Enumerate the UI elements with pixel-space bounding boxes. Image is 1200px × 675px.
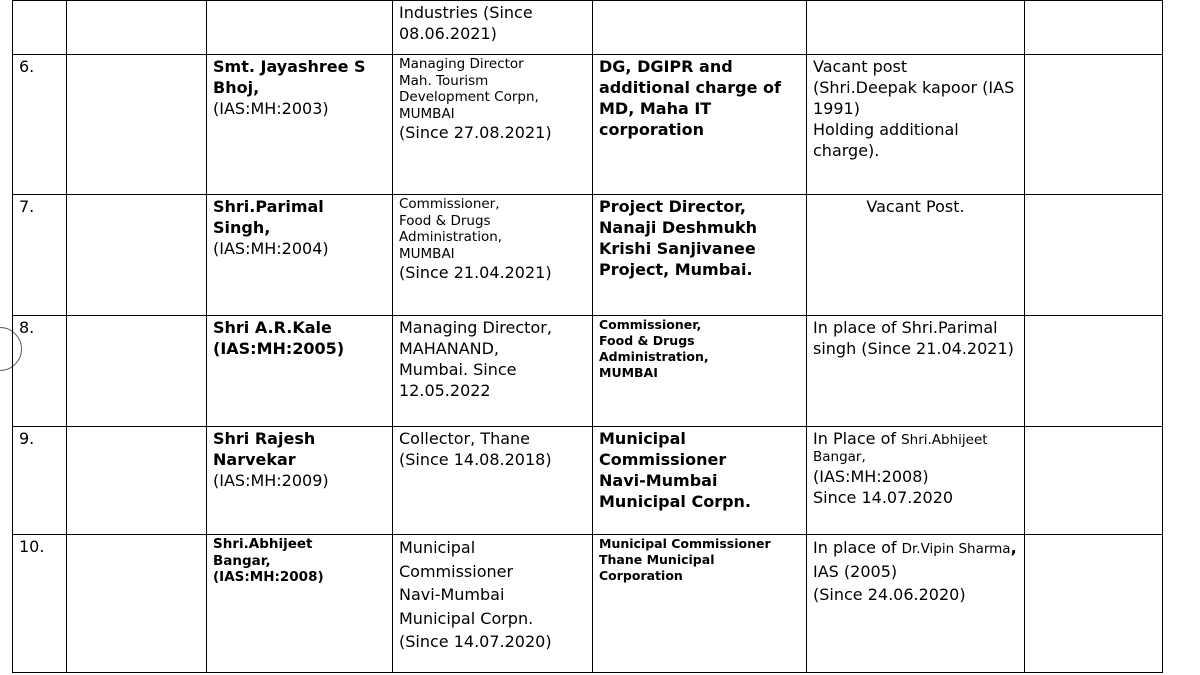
name-cell (207, 55, 393, 195)
posting-line: Municipal Corpn. (599, 492, 752, 511)
remark-cell (807, 316, 1025, 427)
current-post-line: (Since 21.04.2021) (399, 263, 552, 282)
serial-number: 10. (19, 537, 45, 556)
officer-name-line: Shri Rajesh (213, 429, 316, 448)
table-row (13, 427, 1163, 535)
serial-cell (13, 195, 67, 316)
officer-name-line: Narvekar (213, 450, 296, 469)
serial-cell (13, 427, 67, 535)
posting-line: Project Director, (599, 197, 746, 216)
blank-cell (1025, 535, 1163, 673)
remark-line: Vacant post (813, 57, 908, 76)
current-post-cell (393, 55, 593, 195)
new-posting-cell (593, 316, 807, 427)
blank-cell (67, 1, 207, 55)
current-post-line: (Since 14.07.2020) (399, 632, 552, 651)
remark-cell (807, 55, 1025, 195)
posting-line: Corporation (599, 568, 683, 583)
serial-number: 6. (19, 57, 35, 76)
new-posting-cell (593, 427, 807, 535)
posting-line: Municipal (599, 429, 686, 448)
current-post-line: Commissioner, (399, 196, 500, 212)
posting-line: Project, Mumbai. (599, 260, 753, 279)
officer-name-line: Smt. Jayashree S (213, 57, 366, 76)
current-post-line: Industries (Since (399, 3, 533, 22)
current-post-line: (Since 14.08.2018) (399, 450, 552, 469)
serial-cell (13, 55, 67, 195)
remark-line: (Shri.Deepak kapoor (IAS (813, 78, 1015, 97)
posting-line: Navi-Mumbai (599, 471, 718, 490)
blank-cell (67, 316, 207, 427)
officer-name-line: Shri.Abhijeet (213, 536, 313, 552)
remark-line: Bangar, (813, 449, 866, 465)
current-post-line: MUMBAI (399, 105, 455, 122)
current-post-line: Development Corpn, (399, 89, 539, 105)
current-post-cell (393, 1, 593, 55)
remark-lead-tail: , (1010, 538, 1017, 557)
current-post-line: Commissioner (399, 561, 514, 581)
blank-cell (1025, 427, 1163, 535)
remark-cell (807, 535, 1025, 673)
blank-cell (67, 195, 207, 316)
officer-transfer-table (12, 0, 1163, 673)
officer-cadre: (IAS:MH:2009) (213, 471, 329, 490)
posting-line: additional charge of (599, 78, 781, 97)
posting-line: Krishi Sanjivanee (599, 239, 756, 258)
blank-cell (67, 55, 207, 195)
posting-line: Nanaji Deshmukh (599, 218, 758, 237)
remark-line: Holding additional (813, 120, 959, 139)
posting-line: Municipal Commissioner (599, 536, 771, 551)
name-cell (207, 316, 393, 427)
posting-line: MUMBAI (599, 365, 658, 380)
table-row (13, 55, 1163, 195)
blank-cell (1025, 1, 1163, 55)
officer-name-line: (IAS:MH:2005) (213, 339, 345, 358)
serial-cell (13, 535, 67, 673)
name-cell (207, 1, 393, 55)
posting-line: Commissioner (599, 450, 727, 469)
current-post-line: Food & Drugs (399, 212, 491, 229)
posting-line: Administration, (599, 349, 709, 364)
officer-name-line: Shri A.R.Kale (213, 318, 332, 337)
blank-cell (1025, 316, 1163, 427)
current-post-cell (393, 195, 593, 316)
current-post-line: Mah. Tourism (399, 72, 489, 89)
remark-line: Vacant Post. (866, 197, 965, 216)
remark-line: (Since 24.06.2020) (813, 585, 966, 604)
table-row (13, 195, 1163, 316)
new-posting-cell (593, 535, 807, 673)
new-posting-cell (593, 55, 807, 195)
new-posting-cell (593, 195, 807, 316)
remark-line: 1991) (813, 99, 860, 118)
name-cell (207, 427, 393, 535)
remark-line (813, 536, 1018, 560)
serial-number: 9. (19, 429, 35, 448)
remark-line (813, 428, 1018, 449)
officer-name-line: Bhoj, (213, 78, 260, 97)
serial-number: 7. (19, 197, 35, 216)
current-post-line: Collector, Thane (399, 429, 531, 448)
current-post-cell (393, 316, 593, 427)
new-posting-cell (593, 1, 807, 55)
officer-cadre: (IAS:MH:2004) (213, 239, 329, 258)
blank-cell (67, 427, 207, 535)
officer-cadre: (IAS:MH:2003) (213, 99, 329, 118)
serial-number: 8. (19, 318, 35, 337)
name-cell (207, 535, 393, 673)
posting-line: Food & Drugs (599, 333, 695, 348)
officer-name-line: Bangar, (213, 552, 271, 569)
remark-line: singh (Since 21.04.2021) (813, 339, 1014, 358)
blank-cell (1025, 55, 1163, 195)
current-post-line: MUMBAI (399, 245, 455, 262)
remark-lead: In Place of (813, 429, 896, 448)
current-post-line: Managing Director, (399, 318, 552, 337)
table-row (13, 1, 1163, 55)
current-post-line: 08.06.2021) (399, 24, 497, 43)
current-post-line: Managing Director (399, 56, 524, 72)
table-row (13, 535, 1163, 673)
posting-line: corporation (599, 120, 705, 139)
current-post-line: MAHANAND, (399, 339, 500, 358)
current-post-line: Municipal (399, 538, 476, 557)
current-post-line: Navi-Mumbai (399, 585, 505, 604)
officer-name-line: Shri.Parimal Singh, (213, 197, 324, 237)
current-post-line: (Since 27.08.2021) (399, 123, 552, 142)
table-row (13, 316, 1163, 427)
current-post-cell (393, 427, 593, 535)
remark-line: IAS (2005) (813, 561, 898, 581)
remark-cell (807, 427, 1025, 535)
posting-line: Thane Municipal (599, 552, 715, 567)
current-post-line: Municipal Corpn. (399, 608, 534, 628)
officer-name-line: (IAS:MH:2008) (213, 569, 324, 585)
posting-line: DG, DGIPR and (599, 57, 733, 76)
name-cell (207, 195, 393, 316)
remark-line: Since 14.07.2020 (813, 487, 954, 507)
remark-lead-name: Shri.Abhijeet (901, 432, 988, 448)
serial-cell (13, 1, 67, 55)
current-post-line: 12.05.2022 (399, 381, 491, 400)
posting-line: MD, Maha IT (599, 99, 712, 118)
remark-lead-name: Dr.Vipin Sharma (901, 541, 1011, 557)
current-post-line: Mumbai. Since (399, 360, 517, 379)
posting-line: Commissioner, (599, 317, 702, 332)
serial-cell (13, 316, 67, 427)
blank-cell (67, 535, 207, 673)
remark-cell (807, 195, 1025, 316)
blank-cell (1025, 195, 1163, 316)
remark-line: charge). (813, 141, 880, 160)
remark-line: (IAS:MH:2008) (813, 466, 929, 486)
remark-lead: In place of (813, 538, 897, 557)
current-post-line: Administration, (399, 229, 503, 245)
remark-cell (807, 1, 1025, 55)
current-post-cell (393, 535, 593, 673)
remark-line: In place of Shri.Parimal (813, 318, 998, 337)
